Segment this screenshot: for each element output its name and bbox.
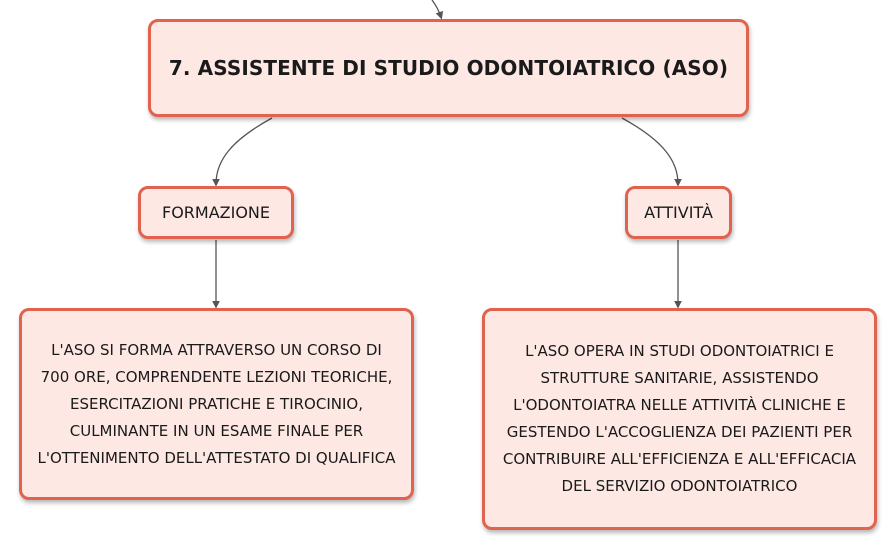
attivita-detail-text: L'ASO OPERA IN STUDI ODONTOIATRICI E STRUTTURE SANITARIE, ASSISTENDO L'ODONTOIATRA NELLE ATTIVITÀ CLINICHE E GESTENDO L'ACCOGLIENZA DEI PAZIENTI PER CONTRIBUIRE ALL'EFFICIENZA E ALL'EFFICACIA DEL SERVIZIO ODONTOIATRICO: [502, 342, 857, 495]
title-text: 7. ASSISTENTE DI STUDIO ODONTOIATRICO (ASO): [168, 56, 729, 80]
connector-from-parent: [432, 0, 441, 17]
title-node[interactable]: [148, 19, 749, 117]
formazione-detail-node[interactable]: [19, 308, 414, 500]
attivita-detail-node[interactable]: [482, 308, 877, 530]
formazione-detail-text: L'ASO SI FORMA ATTRAVERSO UN CORSO DI 700 ORE, COMPRENDENTE LEZIONI TEORICHE, ESERCITAZIONI PRATICHE E TIROCINIO, CULMINANTE IN UN ESAME FINALE PER L'OTTENIMENTO DELL'ATTESTATO DI QUALIFICA: [37, 340, 396, 467]
connector-title-to-formazione: [216, 118, 272, 184]
formazione-label: FORMAZIONE: [161, 203, 270, 222]
formazione-node[interactable]: [138, 186, 294, 239]
connector-title-to-attivita: [622, 118, 678, 184]
attivita-label: ATTIVITÀ: [644, 203, 713, 222]
attivita-node[interactable]: [625, 186, 732, 239]
